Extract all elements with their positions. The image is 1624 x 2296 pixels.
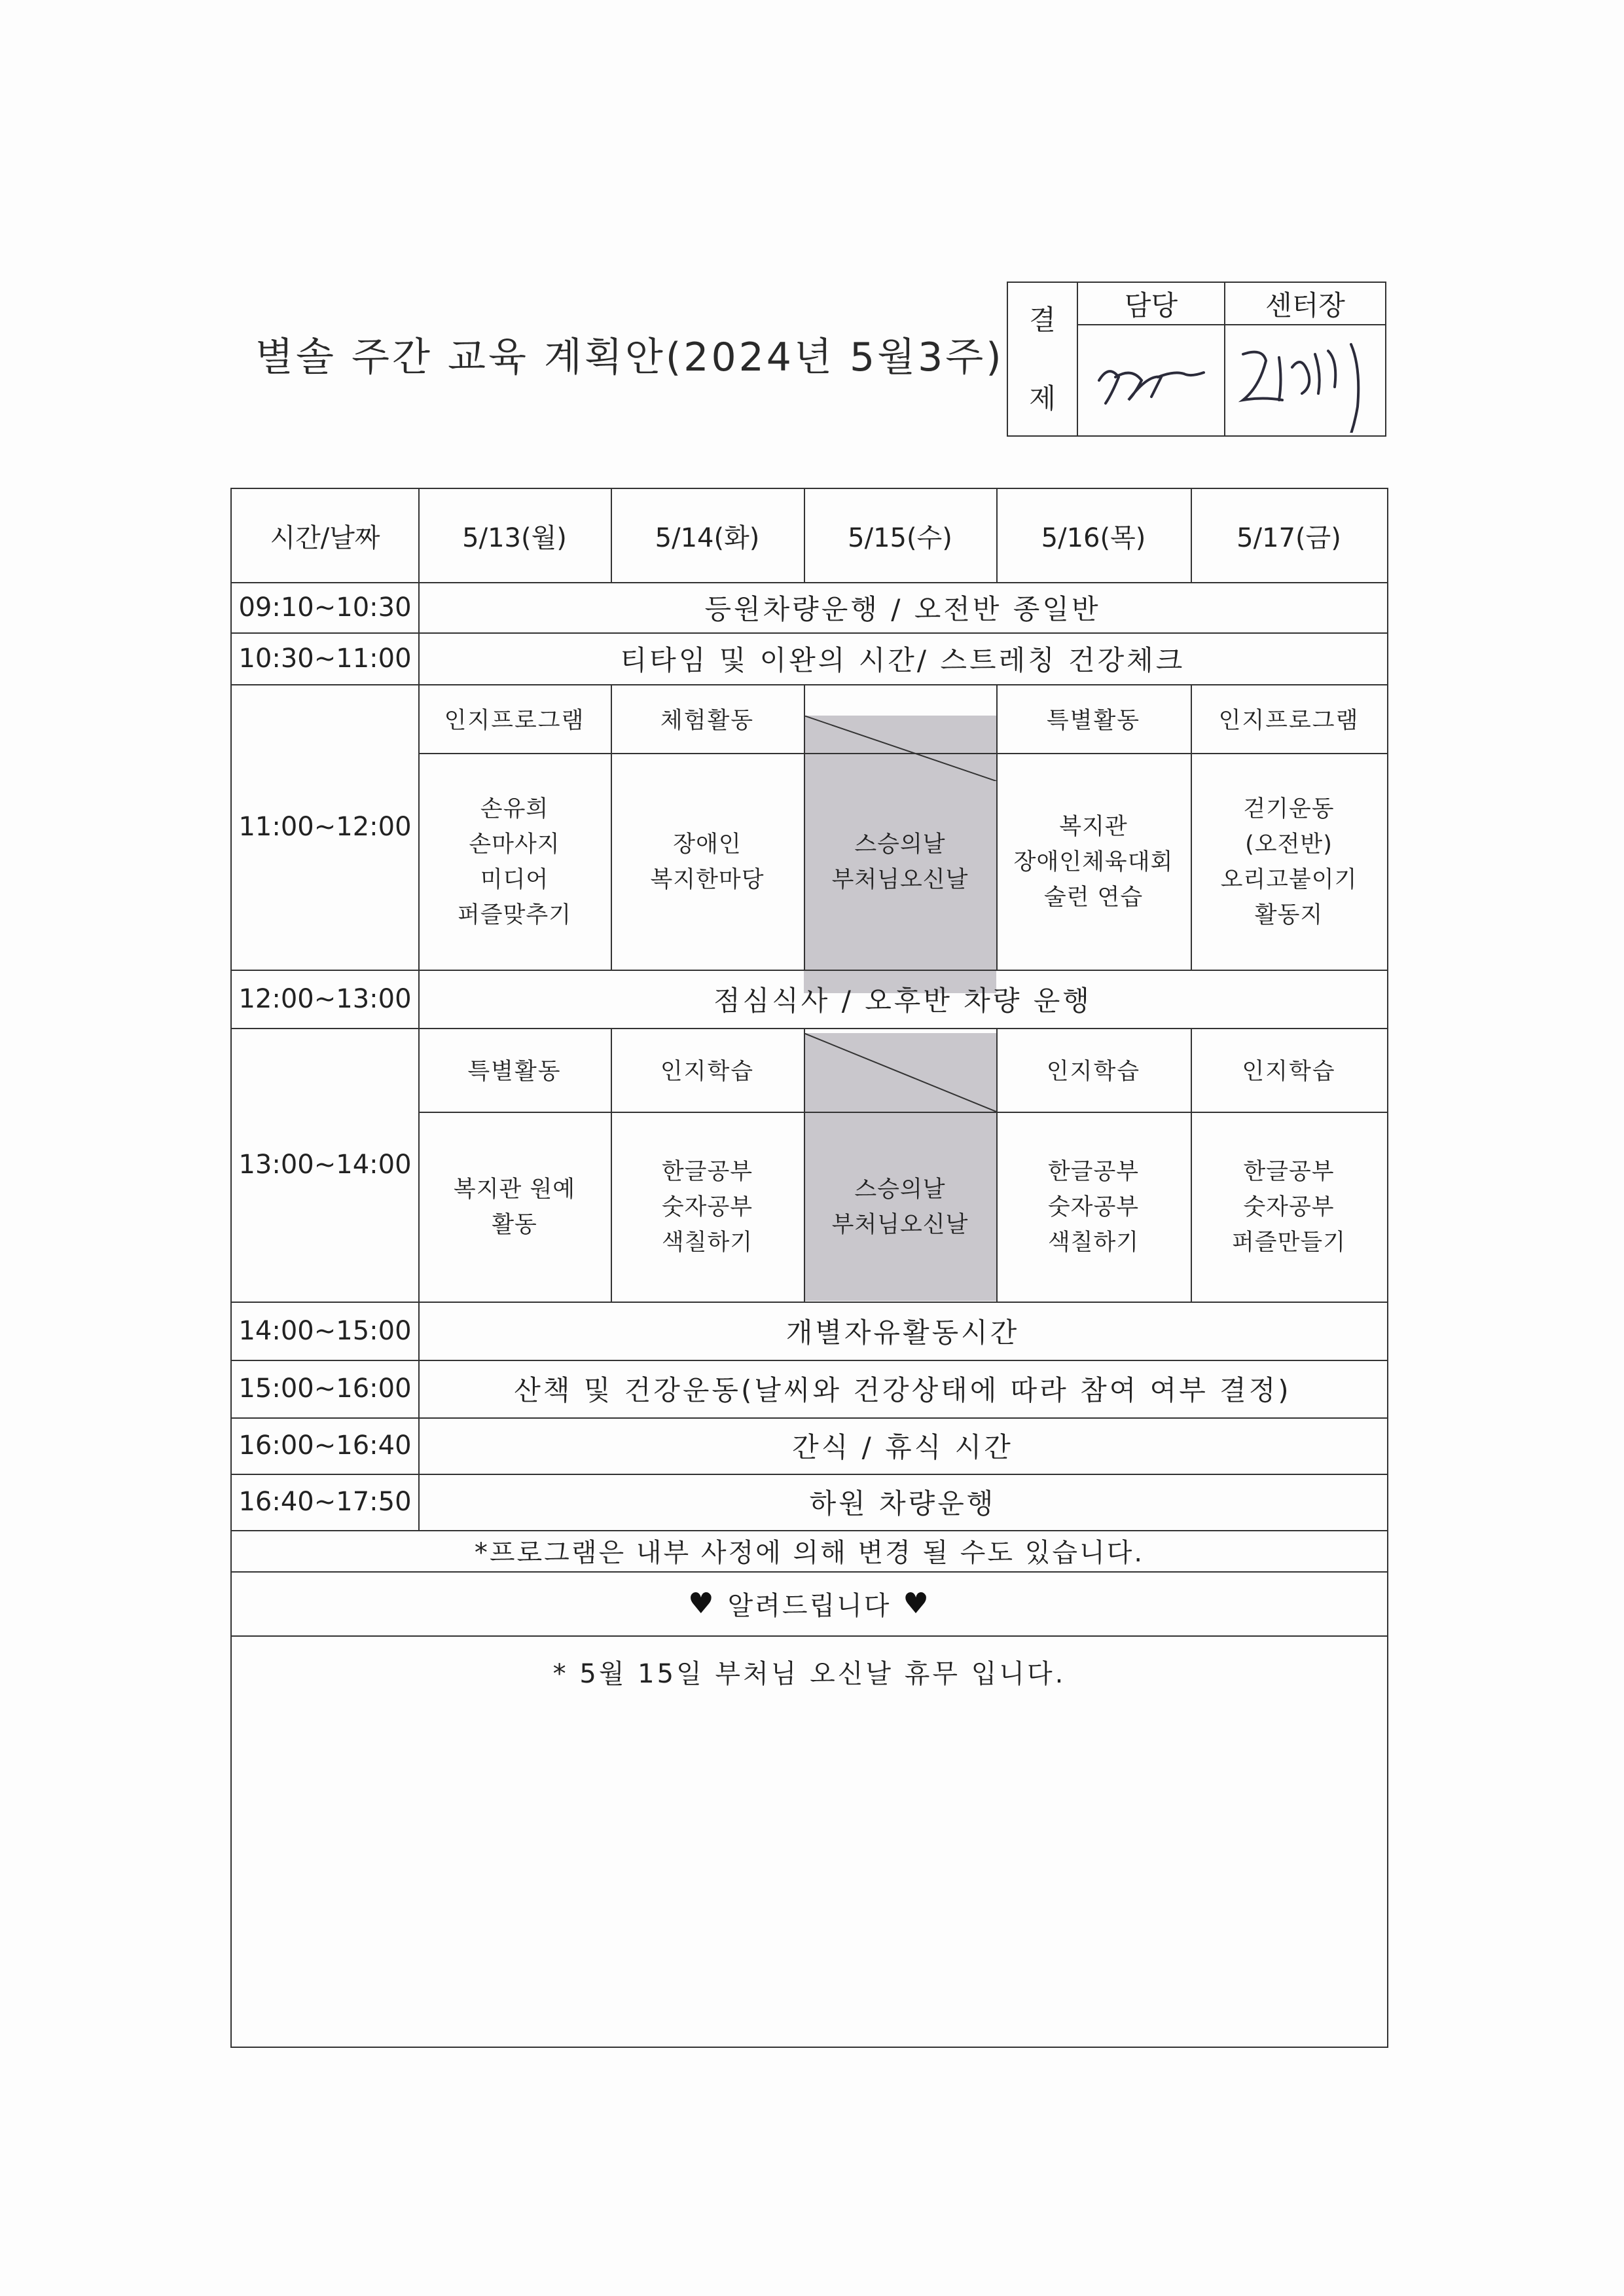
announcement-body: * 5월 15일 부처님 오신날 휴무 입니다. — [552, 1659, 1066, 1689]
category-cell: 특별활동 — [1046, 707, 1141, 734]
category-cell: 인지학습 — [660, 1059, 755, 1085]
activity-cell-thu-pm: 한글공부 숫자공부 색칠하기 — [1047, 1159, 1140, 1256]
category-cell: 체험활동 — [660, 707, 755, 734]
schedule-activity: 점심식사 / 오후반 차량 운행 — [713, 984, 1092, 1017]
activity-cell-tue-pm: 한글공부 숫자공부 색칠하기 — [661, 1159, 753, 1256]
header-day-thu: 5/16(목) — [1041, 522, 1146, 553]
approval-header-manager: 담당 — [1078, 283, 1225, 325]
schedule-activity: 산책 및 건강운동(날씨와 건강상태에 따라 참여 여부 결정) — [514, 1374, 1291, 1406]
activity-cell-tue-am: 장애인 복지한마당 — [650, 831, 765, 893]
header-day-mon: 5/13(월) — [462, 522, 567, 553]
approval-label-top: 결 — [1029, 303, 1056, 336]
approval-box — [1007, 282, 1386, 437]
header-day-wed: 5/15(수) — [848, 522, 952, 553]
activity-cell-mon-pm: 복지관 원예 활동 — [453, 1176, 576, 1238]
schedule-activity: 티타임 및 이완의 시간/ 스트레칭 건강체크 — [620, 644, 1185, 676]
heart-icon: ♥ — [688, 1586, 716, 1620]
schedule-table — [230, 488, 1388, 2048]
heart-icon: ♥ — [903, 1586, 931, 1620]
schedule-activity: 하원 차량운행 — [809, 1487, 996, 1520]
time-slot: 15:00~16:00 — [238, 1374, 412, 1404]
activity-cell-fri-am: 걷기운동 (오전반) 오리고붙이기 활동지 — [1220, 795, 1358, 928]
header-time-label: 시간/날짜 — [270, 522, 380, 553]
program-notice: *프로그램은 내부 사정에 의해 변경 될 수도 있습니다. — [474, 1538, 1145, 1568]
header-day-tue: 5/14(화) — [655, 522, 760, 553]
category-cell: 인지프로그램 — [444, 707, 585, 734]
time-slot: 10:30~11:00 — [238, 643, 412, 674]
time-slot: 09:10~10:30 — [238, 592, 412, 623]
announcement-title: 알려드립니다 — [727, 1590, 892, 1621]
manager-signature-drawing — [1086, 341, 1217, 420]
time-slot: 11:00~12:00 — [238, 812, 412, 842]
activity-cell-wed-pm: 스승의날 부처님오신날 — [831, 1176, 969, 1238]
approval-label-bottom: 제 — [1029, 382, 1056, 414]
approval-header-director: 센터장 — [1225, 283, 1385, 325]
time-slot: 16:00~16:40 — [238, 1430, 412, 1461]
director-signature-drawing — [1230, 328, 1380, 433]
category-cell: 인지프로그램 — [1218, 707, 1360, 734]
category-cell: 인지학습 — [1242, 1059, 1336, 1085]
category-cell: 인지학습 — [1046, 1059, 1141, 1085]
manager-signature — [1078, 325, 1225, 435]
time-slot: 12:00~13:00 — [238, 983, 412, 1014]
header-day-fri: 5/17(금) — [1236, 522, 1341, 553]
announcement-header — [232, 1571, 1387, 1635]
time-slot: 13:00~14:00 — [238, 1150, 412, 1180]
page-title: 별솔 주간 교육 계획안(2024년 5월3주) — [255, 335, 1004, 380]
time-slot: 14:00~15:00 — [238, 1315, 412, 1346]
schedule-activity: 간식 / 휴식 시간 — [792, 1431, 1013, 1463]
activity-cell-wed-am: 스승의날 부처님오신날 — [831, 831, 969, 893]
empty-cell-slash-afternoon — [804, 1033, 996, 1112]
time-slot: 16:40~17:50 — [238, 1487, 412, 1517]
director-signature — [1225, 325, 1385, 435]
activity-cell-fri-pm: 한글공부 숫자공부 퍼즐만들기 — [1231, 1159, 1346, 1256]
approval-label — [1008, 283, 1078, 435]
schedule-activity: 개별자유활동시간 — [785, 1316, 1020, 1349]
schedule-activity: 등원차량운행 / 오전반 종일반 — [704, 592, 1101, 625]
activity-cell-mon-am: 손유희 손마사지 미디어 퍼즐맞추기 — [457, 795, 572, 928]
category-cell: 특별활동 — [467, 1059, 562, 1085]
activity-cell-thu-am: 복지관 장애인체육대회 술런 연습 — [1013, 813, 1174, 911]
